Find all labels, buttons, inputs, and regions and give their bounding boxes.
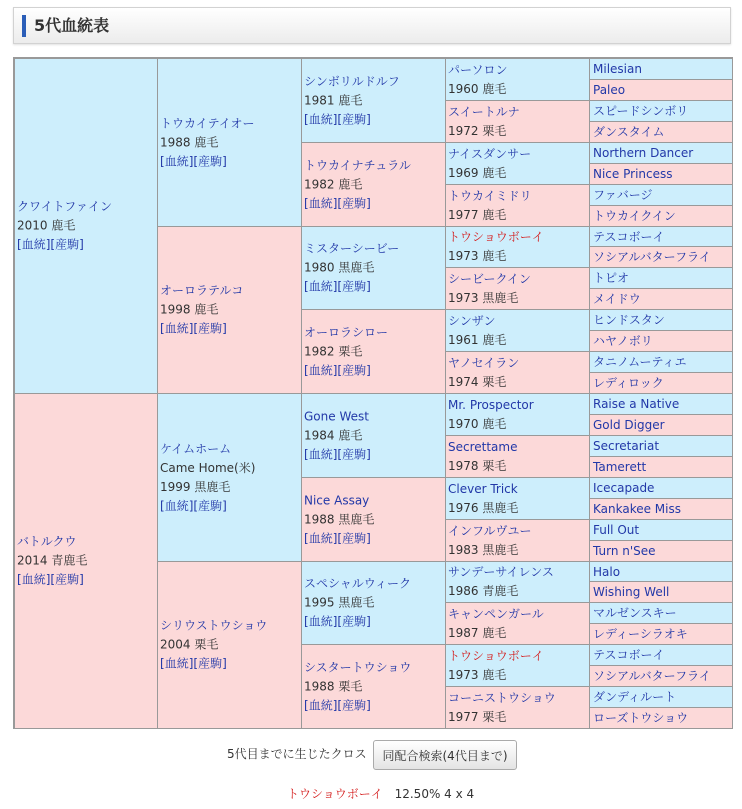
pedigree-cell [589, 623, 733, 645]
horse-links: [血統][産駒] [160, 498, 227, 513]
blood-link[interactable]: 血統 [164, 498, 189, 513]
pedigree-cell [589, 58, 733, 80]
horse-birth-coat: 1982 栗毛 [304, 344, 363, 358]
pedigree-cell [589, 142, 733, 164]
horse-birth-coat: 1960 鹿毛 [448, 81, 507, 96]
pedigree-cell [589, 498, 733, 520]
produce-link[interactable]: 産駒 [342, 614, 367, 629]
horse-info [160, 282, 299, 339]
pedigree-cell [589, 372, 733, 394]
horse-info [448, 563, 587, 601]
horse-links: [血統][産駒] [304, 363, 371, 377]
horse-name-link[interactable]: コーニストウショウ [448, 690, 556, 705]
pedigree-cell [445, 58, 590, 101]
horse-name-link[interactable]: Kankakee Miss [593, 502, 682, 516]
blood-link[interactable]: 血統 [164, 154, 189, 168]
produce-link[interactable]: 産駒 [342, 196, 367, 210]
pedigree-cell [445, 644, 590, 687]
horse-name-link[interactable]: クワイトファイン [17, 199, 113, 214]
horse-name-link[interactable]: テスコボーイ [593, 648, 665, 662]
horse-birth-coat: 1974 栗毛 [448, 374, 507, 389]
blood-link[interactable]: 血統 [308, 614, 333, 629]
pedigree-cell [445, 519, 590, 562]
pedigree-cell [14, 58, 158, 394]
horse-name-link[interactable]: テスコボーイ [593, 229, 665, 244]
horse-birth-coat: 1995 黒鹿毛 [304, 595, 375, 610]
produce-link[interactable]: 産駒 [198, 498, 223, 513]
blood-link[interactable]: 血統 [308, 531, 333, 545]
horse-birth-coat: 1972 栗毛 [448, 123, 507, 138]
blood-link[interactable]: 血統 [308, 363, 333, 377]
horse-info [448, 354, 587, 392]
pedigree-cell [589, 435, 733, 457]
pedigree-cell [445, 226, 590, 268]
pedigree-cell [589, 226, 733, 247]
horse-info [160, 440, 299, 516]
pedigree-cell [301, 477, 446, 562]
pedigree-cell [589, 351, 733, 373]
horse-links: [血統][産駒] [160, 321, 227, 336]
horse-birth-coat: 1980 黒鹿毛 [304, 260, 375, 275]
produce-link[interactable]: 産駒 [198, 656, 223, 671]
pedigree-cell [301, 309, 446, 394]
horse-name-link[interactable]: ヒンドスタン [593, 313, 665, 327]
pedigree-cell [589, 414, 733, 436]
produce-link[interactable]: 産駒 [55, 572, 80, 587]
pedigree-cell [589, 267, 733, 289]
pedigree-cell [589, 456, 733, 478]
horse-name-link[interactable]: シンザン [448, 313, 496, 328]
blood-link[interactable]: 血統 [21, 237, 46, 252]
pedigree-cell [157, 226, 302, 394]
pedigree-cell [589, 79, 733, 101]
horse-name-link[interactable]: オーロラシロー [304, 325, 389, 339]
blood-link[interactable]: 血統 [21, 572, 46, 587]
horse-name-link[interactable]: Turn n'See [593, 544, 656, 558]
horse-birth-coat: 2014 青鹿毛 [17, 553, 88, 568]
produce-link[interactable]: 産駒 [342, 279, 367, 294]
horse-links: [血統][産駒] [304, 279, 371, 294]
horse-name-link[interactable]: Mr. Prospector [448, 397, 534, 412]
horse-name-link[interactable]: トウカイミドリ [448, 188, 532, 203]
horse-name-link[interactable]: インフルヴユー [448, 523, 532, 538]
horse-info [304, 407, 443, 464]
horse-name-link[interactable]: Halo [593, 564, 621, 579]
horse-birth-coat: 1973 黒鹿毛 [448, 290, 519, 305]
horse-name-link[interactable]: ローズトウショウ [593, 711, 689, 725]
blood-link[interactable]: 血統 [308, 196, 333, 210]
produce-link[interactable]: 産駒 [342, 531, 367, 545]
pedigree-cell [157, 58, 302, 227]
horse-name-link[interactable]: Tamerett [593, 460, 647, 474]
horse-name-link[interactable]: ソシアルバターフライ [593, 250, 711, 264]
pedigree-cell [445, 602, 590, 645]
horse-name-link[interactable]: オーロラテルコ [160, 283, 244, 298]
horse-name-link[interactable]: Secretariat [593, 439, 660, 453]
pedigree-cell [589, 393, 733, 415]
pedigree-cell [445, 393, 590, 436]
horse-name-link[interactable]: ミスターシービー [304, 241, 400, 256]
horse-name-link[interactable]: Nice Princess [593, 167, 673, 181]
cross-label: 5代目までに生じたクロス [227, 747, 367, 761]
horse-birth-coat: 1973 鹿毛 [448, 667, 507, 682]
horse-name-link[interactable]: ハヤノボリ [593, 334, 653, 348]
horse-name-link[interactable]: Raise a Native [593, 397, 680, 411]
horse-name-link[interactable]: Northern Dancer [593, 146, 694, 160]
horse-birth-coat: 1977 鹿毛 [448, 207, 507, 222]
header-accent-bar [22, 15, 26, 37]
pedigree-cell [445, 561, 590, 603]
horse-info [448, 187, 587, 225]
produce-link[interactable]: 産駒 [198, 154, 223, 168]
pedigree-cell [589, 581, 733, 603]
horse-birth-coat: 1998 鹿毛 [160, 302, 219, 317]
horse-links: [血統][産駒] [160, 154, 227, 168]
horse-name-link[interactable]: Clever Trick [448, 481, 518, 496]
horse-info [160, 617, 299, 674]
pedigree-cell [589, 686, 733, 708]
horse-info [448, 145, 587, 183]
horse-links: [血統][産駒] [304, 447, 371, 461]
pedigree-cell [589, 707, 733, 729]
horse-links: [血統][産駒] [304, 698, 371, 712]
pedigree-cell [589, 100, 733, 122]
produce-link[interactable]: 産駒 [342, 698, 367, 712]
horse-info [304, 323, 443, 380]
horse-info [448, 605, 587, 643]
pedigree-cell [589, 246, 733, 268]
horse-birth-coat: 2010 鹿毛 [17, 218, 76, 233]
horse-birth-coat: 1969 鹿毛 [448, 165, 507, 180]
pedigree-cell [445, 142, 590, 185]
horse-name-link[interactable]: ダンディルート [593, 690, 677, 704]
pedigree-cell [445, 477, 590, 520]
section-header [13, 7, 731, 44]
horse-name-link[interactable]: マルゼンスキー [593, 606, 677, 620]
page-title: 5代血統表 [34, 16, 110, 35]
horse-birth-coat: 1984 鹿毛 [304, 428, 363, 442]
horse-name-link[interactable]: レディロック [593, 376, 664, 390]
blood-link[interactable]: 血統 [308, 112, 333, 126]
horse-links: [血統][産駒] [17, 237, 84, 252]
horse-name-link[interactable]: スピードシンボリ [593, 104, 689, 118]
produce-link[interactable]: 産駒 [55, 237, 80, 252]
horse-birth-coat: 1988 栗毛 [304, 679, 363, 693]
horse-birth-coat: 1977 栗毛 [448, 709, 507, 724]
horse-birth-coat: 1988 鹿毛 [160, 135, 219, 149]
horse-links: [血統][産駒] [304, 531, 371, 545]
horse-birth-coat: 1981 鹿毛 [304, 93, 363, 107]
pedigree-cell [445, 686, 590, 729]
pedigree-cell [589, 477, 733, 499]
horse-name-link[interactable]: シリウストウショウ [160, 618, 268, 633]
horse-birth-coat: 2004 栗毛 [160, 637, 219, 652]
pedigree-table [13, 57, 733, 729]
horse-name-link[interactable]: メイドウ [593, 292, 641, 306]
horse-name-link[interactable]: パーソロン [448, 62, 508, 77]
horse-birth-coat: 1988 黒鹿毛 [304, 512, 375, 526]
horse-info [304, 240, 443, 297]
horse-name-link[interactable]: シスタートウショウ [304, 660, 412, 674]
horse-info [304, 575, 443, 632]
horse-name-link[interactable]: トウカイクイン [593, 209, 676, 223]
horse-name-link[interactable]: ダンスタイム [593, 125, 665, 139]
cross-result [287, 786, 474, 802]
horse-name-link[interactable]: シンボリルドルフ [304, 74, 400, 88]
pedigree-cell [157, 561, 302, 729]
pedigree-cell [589, 288, 733, 310]
horse-name-link[interactable]: バトルクウ [17, 534, 77, 549]
pedigree-cell [589, 665, 733, 687]
pedigree-cell [589, 163, 733, 185]
horse-name-link[interactable]: トウカイテイオー [160, 116, 255, 130]
horse-name-link[interactable]: Paleo [593, 83, 626, 97]
horse-name-link[interactable]: タニノムーティエ [593, 355, 687, 369]
blood-link[interactable]: 血統 [164, 321, 189, 336]
produce-link[interactable]: 産駒 [198, 321, 223, 336]
pedigree-cell [301, 226, 446, 310]
horse-name-link[interactable]: ソシアルバターフライ [593, 669, 711, 683]
horse-name-link[interactable]: レディーシラオキ [593, 627, 688, 641]
pedigree-cell [301, 142, 446, 227]
pedigree-cell [445, 100, 590, 143]
horse-name-link[interactable]: シービークイン [448, 271, 531, 286]
horse-info [448, 396, 587, 434]
horse-name-link[interactable]: Gold Digger [593, 418, 665, 432]
horse-name-link[interactable]: ナイスダンサー [448, 146, 532, 161]
horse-info [304, 72, 443, 129]
cross-value: 12.50% 4 x 4 [394, 787, 475, 801]
horse-links: [血統][産駒] [17, 572, 84, 587]
horse-name-link[interactable]: ケイムホーム [160, 441, 232, 456]
pedigree-cell [589, 205, 733, 227]
produce-link[interactable]: 産駒 [342, 363, 367, 377]
horse-name-link[interactable]: Icecapade [593, 481, 655, 495]
similar-breeding-search-button[interactable]: 同配合検索(4代目まで) [373, 740, 517, 770]
horse-birth-coat: 1961 鹿毛 [448, 332, 507, 347]
horse-info [448, 270, 587, 308]
pedigree-cell [301, 58, 446, 143]
horse-info [17, 533, 155, 590]
horse-info [304, 491, 443, 548]
pedigree-cell [301, 561, 446, 645]
blood-link[interactable]: 血統 [308, 447, 333, 461]
horse-name-link[interactable]: Gone West [304, 409, 369, 423]
blood-link[interactable]: 血統 [164, 656, 189, 671]
horse-name-link[interactable]: Wishing Well [593, 585, 670, 599]
horse-info [448, 689, 587, 727]
pedigree-cell [589, 519, 733, 541]
pedigree-cell [589, 602, 733, 624]
horse-birth-coat: 1983 黒鹿毛 [448, 542, 519, 557]
horse-name-link[interactable]: ファバージ [593, 188, 653, 202]
pedigree-cell [589, 330, 733, 352]
horse-name-link[interactable]: Milesian [593, 62, 642, 76]
pedigree-cell [157, 393, 302, 562]
horse-info [304, 658, 443, 715]
horse-info [448, 61, 587, 99]
horse-name-link[interactable]: ヤノセイラン [448, 355, 520, 370]
pedigree-cell [445, 351, 590, 394]
horse-birth-coat: 1982 鹿毛 [304, 177, 363, 191]
horse-info [448, 522, 587, 560]
horse-name-link[interactable]: サンデーサイレンス [448, 565, 554, 579]
pedigree-cell [14, 393, 158, 729]
horse-info [448, 647, 587, 685]
horse-info [17, 198, 155, 255]
horse-name-link[interactable]: Secrettame [448, 439, 518, 454]
pedigree-cell [301, 644, 446, 729]
horse-info [448, 438, 587, 476]
pedigree-cell [445, 435, 590, 478]
horse-birth-coat: 1986 青鹿毛 [448, 584, 519, 598]
pedigree-cell [445, 309, 590, 352]
blood-link[interactable]: 血統 [308, 279, 333, 294]
produce-link[interactable]: 産駒 [342, 112, 367, 126]
horse-name-link[interactable]: トウカイナチュラル [304, 158, 411, 172]
horse-name-link[interactable]: トウショウボーイ [448, 230, 544, 244]
horse-info [160, 114, 299, 171]
pedigree-cell [589, 309, 733, 331]
horse-foreign-name: Came Home(米) [160, 460, 256, 475]
pedigree-cell [445, 184, 590, 227]
horse-info [304, 156, 443, 213]
horse-name-link[interactable]: スイートルナ [448, 104, 520, 119]
pedigree-cell [589, 184, 733, 206]
pedigree-cell [301, 393, 446, 478]
horse-name-link[interactable]: Full Out [593, 523, 640, 537]
horse-birth-coat: 1978 栗毛 [448, 458, 507, 473]
pedigree-cell [589, 540, 733, 562]
horse-links: [血統][産駒] [304, 112, 371, 126]
cross-horse-link[interactable]: トウショウボーイ [287, 787, 383, 801]
horse-birth-coat: 1970 鹿毛 [448, 416, 507, 431]
horse-links: [血統][産駒] [304, 614, 371, 629]
horse-info [448, 312, 587, 350]
pedigree-cell [589, 561, 733, 582]
produce-link[interactable]: 産駒 [342, 447, 367, 461]
horse-info [448, 480, 587, 518]
horse-birth-coat: 1987 鹿毛 [448, 625, 507, 640]
horse-name-link[interactable]: キャンペンガール [448, 606, 544, 621]
horse-links: [血統][産駒] [160, 656, 227, 671]
horse-name-link[interactable]: Nice Assay [304, 493, 370, 507]
horse-name-link[interactable]: スペシャルウィーク [304, 576, 412, 591]
horse-info [448, 103, 587, 141]
pedigree-cell [589, 644, 733, 666]
horse-birth-coat: 1976 黒鹿毛 [448, 500, 519, 515]
pedigree-cell [589, 121, 733, 143]
blood-link[interactable]: 血統 [308, 698, 333, 712]
horse-name-link[interactable]: トピオ [593, 271, 630, 285]
horse-info [448, 228, 587, 266]
horse-birth-coat: 1999 黒鹿毛 [160, 479, 231, 494]
pedigree-cell [445, 267, 590, 310]
horse-name-link[interactable]: トウショウボーイ [448, 648, 544, 663]
horse-birth-coat: 1973 鹿毛 [448, 249, 507, 263]
horse-links: [血統][産駒] [304, 196, 371, 210]
